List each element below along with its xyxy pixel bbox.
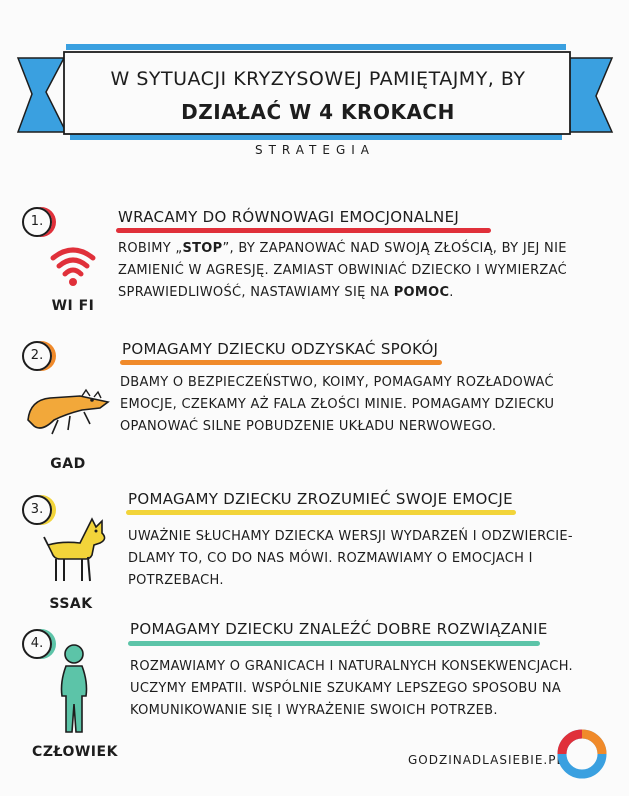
title-line-2: DZIAŁAĆ W 4 KROKACH: [181, 100, 455, 124]
step-3-text: UWAŻNIE SŁUCHAMY DZIECKA WERSJI WYDARZEŃ I ODZWIERCIE- DLAMY TO, CO DO NAS MÓWI. ROZMAWIAMY O EMOCJACH I POTRZEBACH.: [128, 529, 573, 588]
step-3-title: POMAGAMY DZIECKU ZROZUMIEĆ SWOJE EMOCJE: [128, 490, 513, 508]
dog-icon: [42, 515, 110, 591]
step-2-title: POMAGAMY DZIECKU ODZYSKAĆ SPOKÓJ: [122, 340, 439, 358]
banner-left-ribbon: [18, 58, 66, 132]
title-line-1: W SYTUACJI KRYZYSOWEJ PAMIĘTAJMY, BY: [110, 68, 526, 90]
step-1-text: ROBIMY „STOP”, BY ZAPANOWAĆ NAD SWOJĄ ZŁOŚCIĄ, BY JEJ NIE ZAMIENIĆ W AGRESJĘ. ZAMIAST OBWINIAĆ DZIECKO I WYMIERZAĆ SPRAWIEDLIWOŚĆ, NASTAWIAMY SIĘ NA POMOC.: [118, 241, 567, 300]
step-2-text: DBAMY O BEZPIECZEŃSTWO, KOIMY, POMAGAMY ROZŁADOWAĆ EMOCJE, CZEKAMY AŻ FALA ZŁOŚCI MINIE. POMAGAMY DZIECKU OPANOWAĆ SILNE POBUDZENIE UKŁADU NERWOWEGO.: [120, 375, 555, 434]
step-4-title: POMAGAMY DZIECKU ZNALEŹĆ DOBRE ROZWIĄZANIE: [130, 620, 548, 638]
banner-top-stripe: [66, 44, 566, 50]
banner-right-ribbon: [568, 58, 612, 132]
step-1-label: WI FI: [51, 298, 95, 314]
step-3-label: SSAK: [49, 596, 93, 612]
wifi-icon: [48, 240, 98, 294]
step-4-underline: [128, 641, 540, 646]
step-3-underline: [126, 510, 516, 515]
step-2-underline: [120, 360, 442, 365]
step-3-number: 3.: [22, 495, 52, 525]
step-2-number: 2.: [22, 341, 52, 371]
lifebuoy-logo-icon: [556, 728, 608, 784]
step-1-number: 1.: [22, 207, 52, 237]
step-2-label: GAD: [50, 456, 86, 472]
person-icon: [52, 642, 96, 742]
subtitle: STRATEGIA: [254, 143, 376, 157]
crocodile-icon: [20, 380, 116, 444]
step-1-underline: [116, 228, 491, 233]
title-banner: [0, 0, 629, 190]
step-4-number: 4.: [22, 629, 52, 659]
footer-site: GODZINADLASIEBIE.PL: [408, 753, 565, 767]
step-4-text: ROZMAWIAMY O GRANICACH I NATURALNYCH KONSEKWENCJACH. UCZYMY EMPATII. WSPÓLNIE SZUKAMY LEPSZEGO SPOSOBU NA KOMUNIKOWANIE SIĘ I WYRAŻENIE SWOICH POTRZEB.: [130, 659, 573, 718]
step-1-title: WRACAMY DO RÓWNOWAGI EMOCJONALNEJ: [118, 208, 460, 226]
step-4-label: CZŁOWIEK: [32, 744, 118, 760]
